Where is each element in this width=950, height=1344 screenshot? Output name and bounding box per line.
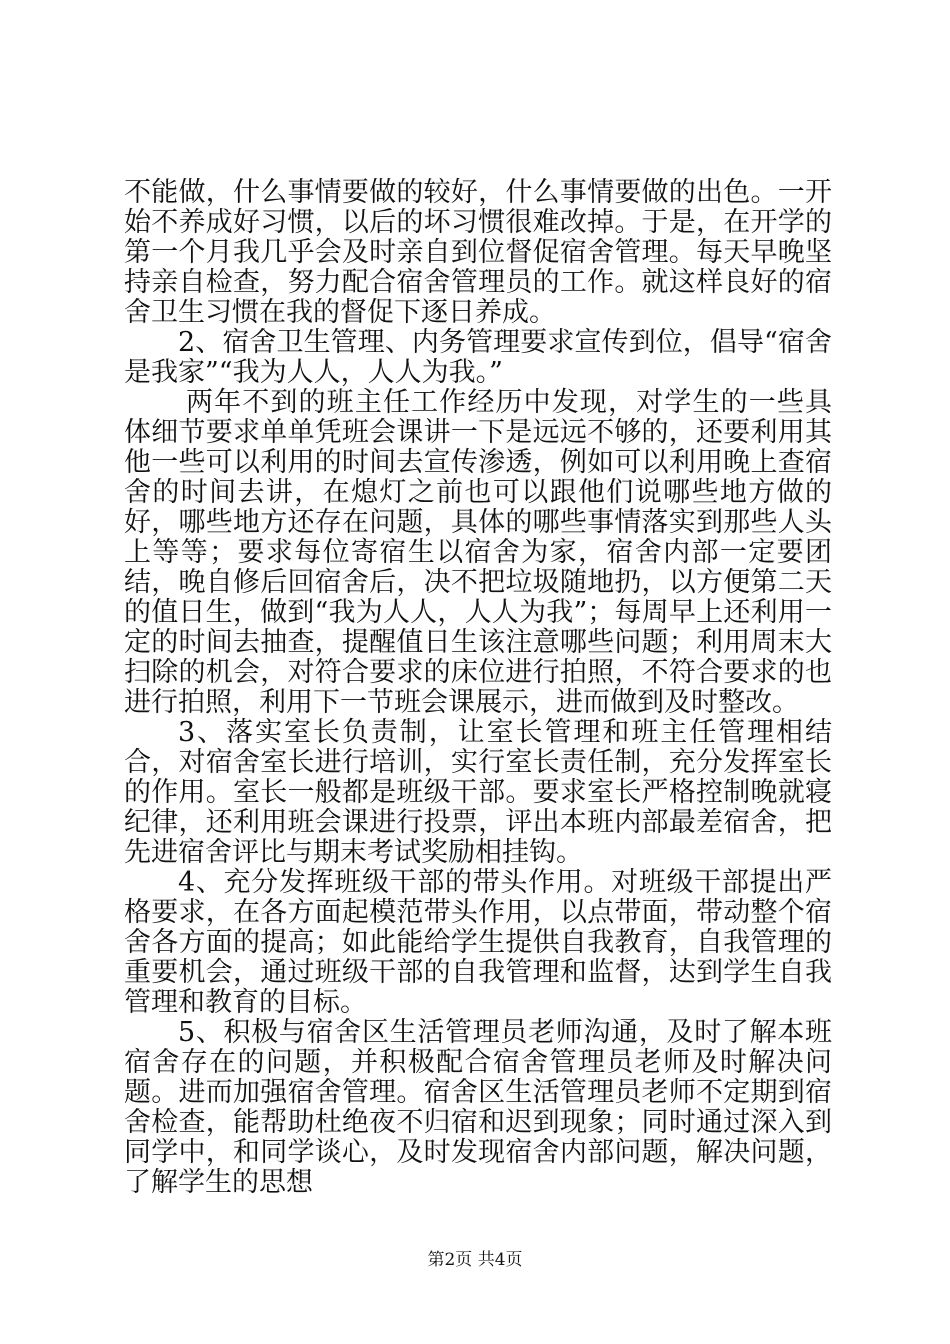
paragraph-item-3: 3、落实室长负责制，让室长管理和班主任管理相结合，对宿舍室长进行培训，实行室长责任制，充分发挥室长的作用。室长一般都是班级干部。要求室长严格控制晚就寝纪律，还利用班会课进行投票，评出本班内部最差宿舍，把先进宿舍评比与期末考试奖励相挂钩。	[124, 717, 832, 868]
paragraph-item-5: 5、积极与宿舍区生活管理员老师沟通，及时了解本班宿舍存在的问题，并积极配合宿舍管理员老师及时解决问题。进而加强宿舍管理。宿舍区生活管理员老师不定期到宿舍检查，能帮助杜绝夜不归宿和迟到现象；同时通过深入到同学中，和同学谈心，及时发现宿舍内部问题，解决问题，了解学生的思想	[124, 1017, 832, 1198]
paragraph-item-4: 4、充分发挥班级干部的带头作用。对班级干部提出严格要求，在各方面起模范带头作用，以点带面，带动整个宿舍各方面的提高；如此能给学生提供自我教育，自我管理的重要机会，通过班级干部的自我管理和监督，达到学生自我管理和教育的目标。	[124, 867, 832, 1018]
paragraph-continuation: 不能做，什么事情要做的较好，什么事情要做的出色。一开始不养成好习惯，以后的坏习惯很难改掉。于是，在开学的第一个月我几乎会及时亲自到位督促宿舍管理。每天早晚坚持亲自检查，努力配合宿舍管理员的工作。就这样良好的宿舍卫生习惯在我的督促下逐日养成。	[124, 177, 832, 328]
paragraph-item-2-detail: 两年不到的班主任工作经历中发现，对学生的一些具体细节要求单单凭班会课讲一下是远远不够的，还要利用其他一些可以利用的时间去宣传渗透，例如可以利用晚上查宿舍的时间去讲，在熄灯之前也可以跟他们说哪些地方做的好，哪些地方还存在问题，具体的哪些事情落实到那些人头上等等；要求每位寄宿生以宿舍为家，宿舍内部一定要团结，晚自修后回宿舍后，决不把垃圾随地扔，以方便第二天的值日生，做到“我为人人，人人为我”；每周早上还利用一定的时间去抽查，提醒值日生该注意哪些问题；利用周末大扫除的机会，对符合要求的床位进行拍照，不符合要求的也进行拍照，利用下一节班会课展示，进而做到及时整改。	[124, 387, 832, 718]
paragraph-item-2: 2、宿舍卫生管理、内务管理要求宣传到位，倡导“宿舍是我家”“我为人人，人人为我。”	[124, 327, 832, 388]
document-body	[124, 178, 832, 1198]
page-footer: 第2页 共4页	[427, 1250, 523, 1270]
